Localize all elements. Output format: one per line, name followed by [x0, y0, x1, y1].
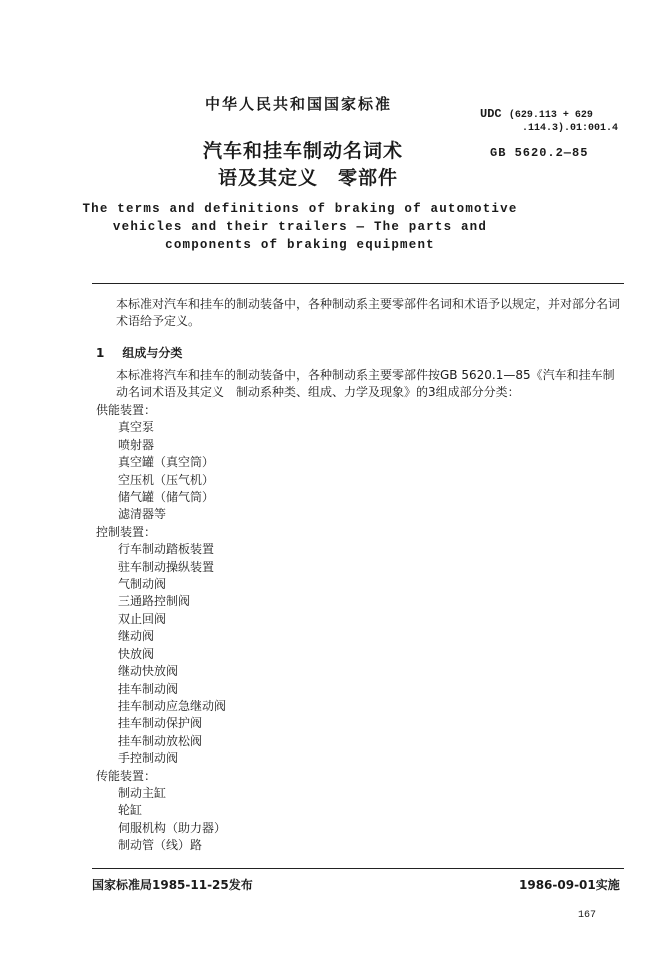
list-item: 滤清器等 [118, 507, 167, 522]
list-item: 轮缸 [118, 803, 143, 818]
document-title-line2: 语及其定义 零部件 [218, 167, 399, 189]
udc-code-line2: .114.3).01:001.4 [522, 123, 619, 134]
list-item: 制动主缸 [118, 785, 167, 800]
category-supply: 供能装置： [96, 403, 157, 417]
effective-date: 1986-09-01实施 [519, 878, 620, 892]
document-title-line1: 汽车和挂车制动名词术 [203, 140, 404, 162]
category-transmission: 传能装置： [96, 768, 157, 783]
national-standard-heading: 中华人民共和国国家标准 [205, 95, 393, 113]
list-item: 空压机（压气机） [118, 472, 215, 487]
section-heading [96, 344, 182, 361]
list-item: 手控制动阀 [118, 751, 179, 766]
list-item: 双止回阀 [118, 611, 167, 626]
list-item: 气制动阀 [118, 577, 167, 592]
category-control: 控制装置： [96, 524, 157, 539]
list-item: 挂车制动放松阀 [118, 733, 203, 748]
section-paragraph: 本标准将汽车和挂车的制动装备中，各种制动系主要零部件按GB 5620.1—85《汽车和挂车制动名词术语及其定义 制动系种类、组成、力学及现象》的3组成部分分类： [116, 368, 615, 399]
list-item: 真空罐（真空筒） [118, 455, 215, 470]
udc-code-line1: (629.113 + 629 [508, 110, 593, 121]
list-item: 继动阀 [118, 629, 155, 644]
list-item: 挂车制动保护阀 [118, 716, 203, 731]
list-item: 伺服机构（助力器） [118, 820, 227, 835]
list-item: 三通路控制阀 [118, 594, 191, 609]
list-item: 真空泵 [118, 420, 155, 435]
list-item: 挂车制动阀 [118, 681, 179, 696]
list-item: 喷射器 [118, 437, 155, 452]
list-item: 储气罐（储气筒） [118, 490, 215, 505]
english-title-line2: vehicles and their trailers — The parts and [112, 220, 488, 234]
list-item: 挂车制动应急继动阀 [118, 698, 227, 713]
english-title-line1: The terms and definitions of braking of automotive [82, 202, 518, 216]
list-item: 驻车制动操纵装置 [118, 559, 215, 574]
list-item: 行车制动踏板装置 [118, 542, 215, 557]
list-item: 快放阀 [118, 646, 155, 661]
list-item: 继动快放阀 [118, 664, 179, 679]
section-title: 组成与分类 [122, 346, 183, 360]
intro-paragraph: 本标准对汽车和挂车的制动装备中，各种制动系主要零部件名词和术语予以规定，并对部分名词术语给予定义。 [116, 297, 621, 328]
list-item: 制动管（线）路 [118, 838, 203, 853]
gb-number: GB 5620.2—85 [490, 146, 589, 160]
english-title-line3: components of braking equipment [165, 238, 435, 252]
top-divider [92, 283, 624, 284]
issue-date: 国家标准局1985-11-25发布 [92, 878, 253, 892]
udc-classification [480, 108, 618, 135]
bottom-divider [92, 868, 624, 869]
section-number: 1 [96, 346, 105, 360]
udc-label: UDC [480, 107, 502, 121]
component-list [96, 402, 226, 855]
page-number: 167 [578, 910, 597, 921]
